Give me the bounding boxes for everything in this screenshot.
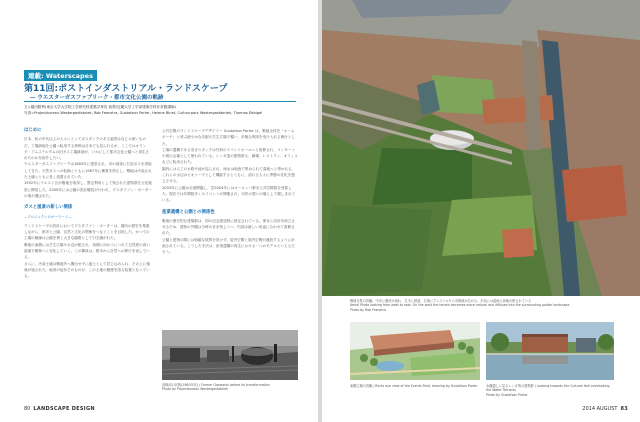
water-terrace-caption-credit: Photo by Gustafson Porter (486, 392, 528, 397)
water-terrace-caption (486, 384, 614, 397)
article-subtitle: — ウエスターガスファブリーク・都市文化公園の軌跡 (30, 95, 164, 101)
water-terrace-caption-text: 水盤越しに見るレンガ造の建物群 / Looking towards the Cultural Hall overlooking the Water Terraces (486, 384, 610, 393)
body-paragraph: 公園と建物の間には明確な境界を設けず、屋外空間と屋内空間が連続するように計画されている。こうした手法は、産業遺構の再生における一つのモデルといえるだろう。 (162, 237, 295, 255)
section-heading: ガスと風景の新しい関係 (24, 205, 73, 211)
aerial-caption-credit: Photo by Rob Feenstra (350, 307, 386, 312)
body-paragraph: 敷地の東側には芝生広場や水辺が配され、西側に向かうにつれて自然度の高い湿地や樹林へと変化していく。この構成は、都市から自然への移行を表している。 (24, 242, 150, 260)
body-paragraph: 2003年に公園は全面開園し、翌2004年にはヨーロッパ都市公共空間賞を受賞した。現在では年間数多くのイベントが開催され、市民の憩いの場として親しまれている。 (162, 185, 296, 203)
body-paragraph: 1992年にウエスト区が敷地を取得し、暫定利用として残された建物群を文化施設に開放した。2000年には公園の設計競技が行われ、グスタフソン・ポーターの案が選ばれた。 (24, 181, 152, 198)
body-paragraph: 公共空間のランドスケープデザイナー Gustafson Porter は、敷地全体を「ホームポーチ」と呼ぶ緩やかな勾配の芝生広場で覆い、多様な利用を受け入れる舞台とした。 (162, 129, 295, 146)
water-terrace-photo (486, 322, 614, 380)
body-paragraph: 工場の遺構である旧ガスタンクは円形のイベントホールへと改修され、コンサートや展示会場として使われている。レンガ造の建物群も、劇場、レストラン、オフィスなどに転用された。 (162, 147, 298, 165)
park-sketch-drawing (350, 322, 480, 380)
author-credit: 文=園田勝利(東京大学大学院工学研究科建築学専攻 助教/近畿大学工学部建築学科非常勤講師) (24, 105, 176, 109)
sketch-caption-text: 東側広場の鳥瞰 / Bird's eye view of the Events Field, drawing by Gustafson Porter (350, 384, 478, 388)
aerial-caption-jp: 敷地全景の鳥瞰。中央に運河が流れ、左手に鉄道、右奥にアムステルダム市街地が広がる。手前には湿地と緑地が配されている (350, 299, 532, 303)
left-page (0, 0, 318, 422)
section-note: —プロジェクトのキーワード— (24, 214, 72, 219)
photo-credit: 写真=Projectbureau Westergasfabriek, Rob Feenstra, Gustafson Porter, Helene Binet, Cultuurpark Westergasfabriek, Thomas Ebbigel (24, 111, 263, 115)
bw-photo-credit-text: Photo by Projectbureau Westergasfabriek (162, 387, 228, 392)
body-paragraph: さらに、汚染土壌は敷地外へ搬出せずに盛土として封じ込められ、その上に植栽が施された。地形の起伏そのものが、この土地の履歴を語る装置となっている。 (24, 261, 150, 279)
section-heading: はじめに (24, 128, 42, 133)
right-footer (582, 406, 628, 412)
left-page-number: 80 (24, 406, 31, 412)
body-paragraph: 園内には人工の水路や池が巡らされ、雨水は地表で集められて湿地へと導かれる。これらの水辺はビオトープとして機能するとともに、訪れる人々に季節の変化を感じさせる。 (162, 166, 296, 184)
left-footer (24, 406, 95, 412)
aerial-photo-caption (350, 299, 612, 312)
body-paragraph: ウエスターガスファブリークは1883年に建設され、市の西部に石炭ガスを供給してきた。天然ガスへの転換とともに1967年に操業を停止し、敷地は汚染された土壌とともに長く放置されていた。 (24, 162, 152, 180)
section-heading: 産業遺構と公園との関係性 (162, 209, 215, 215)
issue-date: 2014 AUGUST (582, 406, 618, 412)
bw-photo-caption-text: 改修前の状態(1980年代) / Former Gasworks before its transformation (162, 383, 270, 387)
body-paragraph: 日本、私の年代以上の人々にとってガスタンクのある風景はなじみ深いものだ。工場跡地を公園へ転用する事例は日本でも見られるが、ここではオランダ・アムステルダムの旧ガス工場跡地が、いかにして都市文化公園へと再生されたのかを紹介したい。 (24, 137, 150, 161)
historic-gasworks-photo (162, 330, 298, 380)
body-paragraph: 敷地の歴史的な建築群は、国の記念建造物に指定されている。保存と活用を両立させるため、建物の外観は当時のまま残しつつ、内部は新しい用途に合わせて改修された。 (162, 218, 295, 236)
right-page (322, 0, 640, 422)
magazine-name: LANDSCAPE DESIGN (33, 406, 95, 412)
right-page-number: 83 (620, 406, 628, 412)
series-label: 連載: Waterscapes (24, 70, 97, 81)
bw-photo-caption (162, 383, 298, 392)
article-title: 第11回:ポストインダストリアル・ランドスケープ (24, 84, 228, 94)
title-divider (24, 101, 296, 102)
aerial-caption-en: Aerial Photo looking from west to east. On the west the terrain becomes more natural and diffuses into the surrounding polder landscape (350, 303, 570, 308)
aerial-park-photo (322, 0, 640, 296)
body-paragraph: ランドスケープの設計においてグスタフソン・ポーターは、場所の歴史を尊重しながら、都市と公園、自然と文化の関係をつなぐことを目指した。かつての工場の軸線は公園を貫く大きな園路として引き継がれた。 (24, 223, 150, 241)
body-column-1 (24, 128, 152, 280)
sketch-caption (350, 384, 480, 388)
body-column-2 (162, 128, 298, 256)
